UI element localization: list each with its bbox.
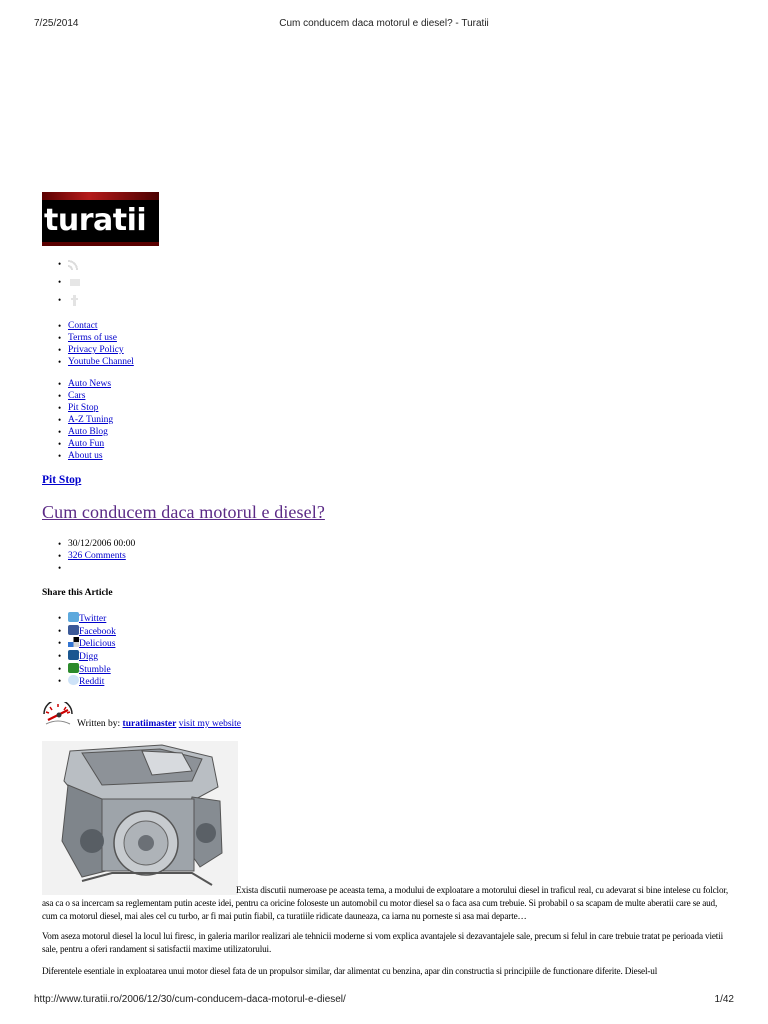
nav-auto-blog[interactable]: Auto Blog (68, 427, 108, 437)
print-page-number: 1/42 (714, 994, 734, 1005)
share-twitter-link[interactable]: Twitter (79, 614, 107, 624)
digg-icon[interactable] (68, 650, 79, 660)
delicious-icon[interactable] (68, 637, 79, 647)
facebook-icon[interactable] (68, 294, 82, 306)
article-paragraph-1: Exista discutii numeroase pe aceasta tema, a modului de exploatare a motorului diesel in traficul real, cu adevarat si bine intelese cu folclor, asa ca o sa incercam sa reglementam putin aceste idei, pentru ca oricine foloseste un automobil cu motor diesel sa o faca asa cum trebuie. Si probabil o sa scapam de multe aberatii care se aud, cum ca motorul diesel, mai ales cel cu turbo, ar fi mai putin fiabil, ca turatiile ridicate dauneaza, ca iarna nu porneste si asa mai departe… (42, 885, 729, 921)
nav-auto-fun[interactable]: Auto Fun (68, 439, 105, 449)
share-item (58, 625, 116, 638)
print-date: 7/25/2014 (34, 18, 79, 29)
article-paragraph-2: Vom aseza motorul diesel la locul lui firesc, in galeria marilor realizari ale tehnicii moderne si vom explica avantajele si dezavantajele sale, precum si felul in care trebuie tratat pe perioada vietii sale, pentru a oferi randament si satisfactii maxime utilizatorului. (42, 931, 724, 954)
author-link[interactable]: turatiimaster (122, 719, 177, 729)
contact-link[interactable]: Contact (68, 321, 98, 331)
reddit-icon[interactable] (68, 675, 79, 685)
article-title[interactable]: Cum conducem daca motorul e diesel? (42, 502, 325, 522)
social-icons-list (58, 258, 82, 312)
twitter-icon[interactable] (68, 612, 79, 622)
share-digg-link[interactable]: Digg (79, 652, 98, 663)
share-item (58, 637, 116, 650)
nav-auto-news[interactable]: Auto News (68, 379, 112, 389)
article-paragraph-1-block (42, 884, 732, 923)
rss-icon[interactable] (68, 258, 82, 270)
nav-item (58, 426, 113, 438)
stumbleupon-icon[interactable] (68, 663, 79, 673)
print-title: Cum conducem daca motorul e diesel? - Turatii (279, 18, 489, 29)
byline-prefix: Written by: (77, 719, 121, 729)
social-item-twitter[interactable] (58, 276, 82, 294)
terms-link[interactable]: Terms of use (68, 333, 117, 343)
article-meta (58, 538, 135, 562)
print-url: http://www.turatii.ro/2006/12/30/cum-conducem-daca-motorul-e-diesel/ (34, 994, 346, 1005)
top-link-item (58, 356, 134, 368)
article-category-link[interactable]: Pit Stop (42, 474, 82, 486)
author-website-link[interactable]: visit my website (178, 719, 242, 729)
social-item-rss[interactable] (58, 258, 82, 276)
print-header (0, 4, 768, 29)
share-title: Share this Article (42, 588, 113, 598)
logo-text: turatii (44, 203, 147, 238)
twitter-icon[interactable] (68, 276, 82, 288)
top-link-item (58, 320, 134, 332)
facebook-icon[interactable] (68, 625, 79, 635)
youtube-link[interactable]: Youtube Channel (68, 357, 134, 367)
nav-pit-stop[interactable]: Pit Stop (68, 403, 99, 413)
article-comments-item (58, 550, 135, 562)
nav-item (58, 390, 113, 402)
comments-link[interactable]: 326 Comments (68, 551, 126, 561)
share-stumble-link[interactable]: Stumble (79, 664, 111, 675)
print-footer (0, 994, 768, 1008)
top-link-item (58, 344, 134, 356)
nav-item (58, 414, 113, 426)
top-link-item (58, 332, 134, 344)
article-paragraph-3: Diferentele esentiale in exploatarea unui motor diesel fata de un propulsor similar, dar alimentat cu benzina, apar din constructia si principiile de functionare diferite. Diesel-ul (42, 966, 658, 976)
share-reddit-link[interactable]: Reddit (79, 677, 105, 688)
nav-az-tuning[interactable]: A-Z Tuning (68, 415, 114, 425)
main-nav (58, 378, 113, 462)
share-item (58, 663, 116, 676)
engine-image (42, 741, 238, 895)
tachometer-icon (44, 702, 72, 724)
article-date: • 30/12/2006 00:00 (58, 538, 135, 550)
nav-item (58, 438, 113, 450)
logo-accent-bar (42, 192, 159, 200)
share-delicious-link[interactable]: Delicious (79, 639, 116, 650)
nav-item (58, 450, 113, 462)
share-item (58, 675, 116, 688)
share-item (58, 650, 116, 663)
nav-item (58, 378, 113, 390)
privacy-link[interactable]: Privacy Policy (68, 345, 124, 355)
nav-cars[interactable]: Cars (68, 391, 86, 401)
share-item (58, 612, 116, 625)
site-logo[interactable] (42, 192, 159, 246)
nav-item (58, 402, 113, 414)
share-links (58, 612, 116, 688)
author-avatar (42, 702, 74, 728)
social-item-facebook[interactable] (58, 294, 82, 312)
top-links (58, 320, 134, 368)
share-facebook-link[interactable]: Facebook (79, 626, 116, 637)
nav-about-us[interactable]: About us (68, 451, 103, 461)
byline (77, 719, 241, 729)
logo-bottom-bar (42, 242, 159, 246)
